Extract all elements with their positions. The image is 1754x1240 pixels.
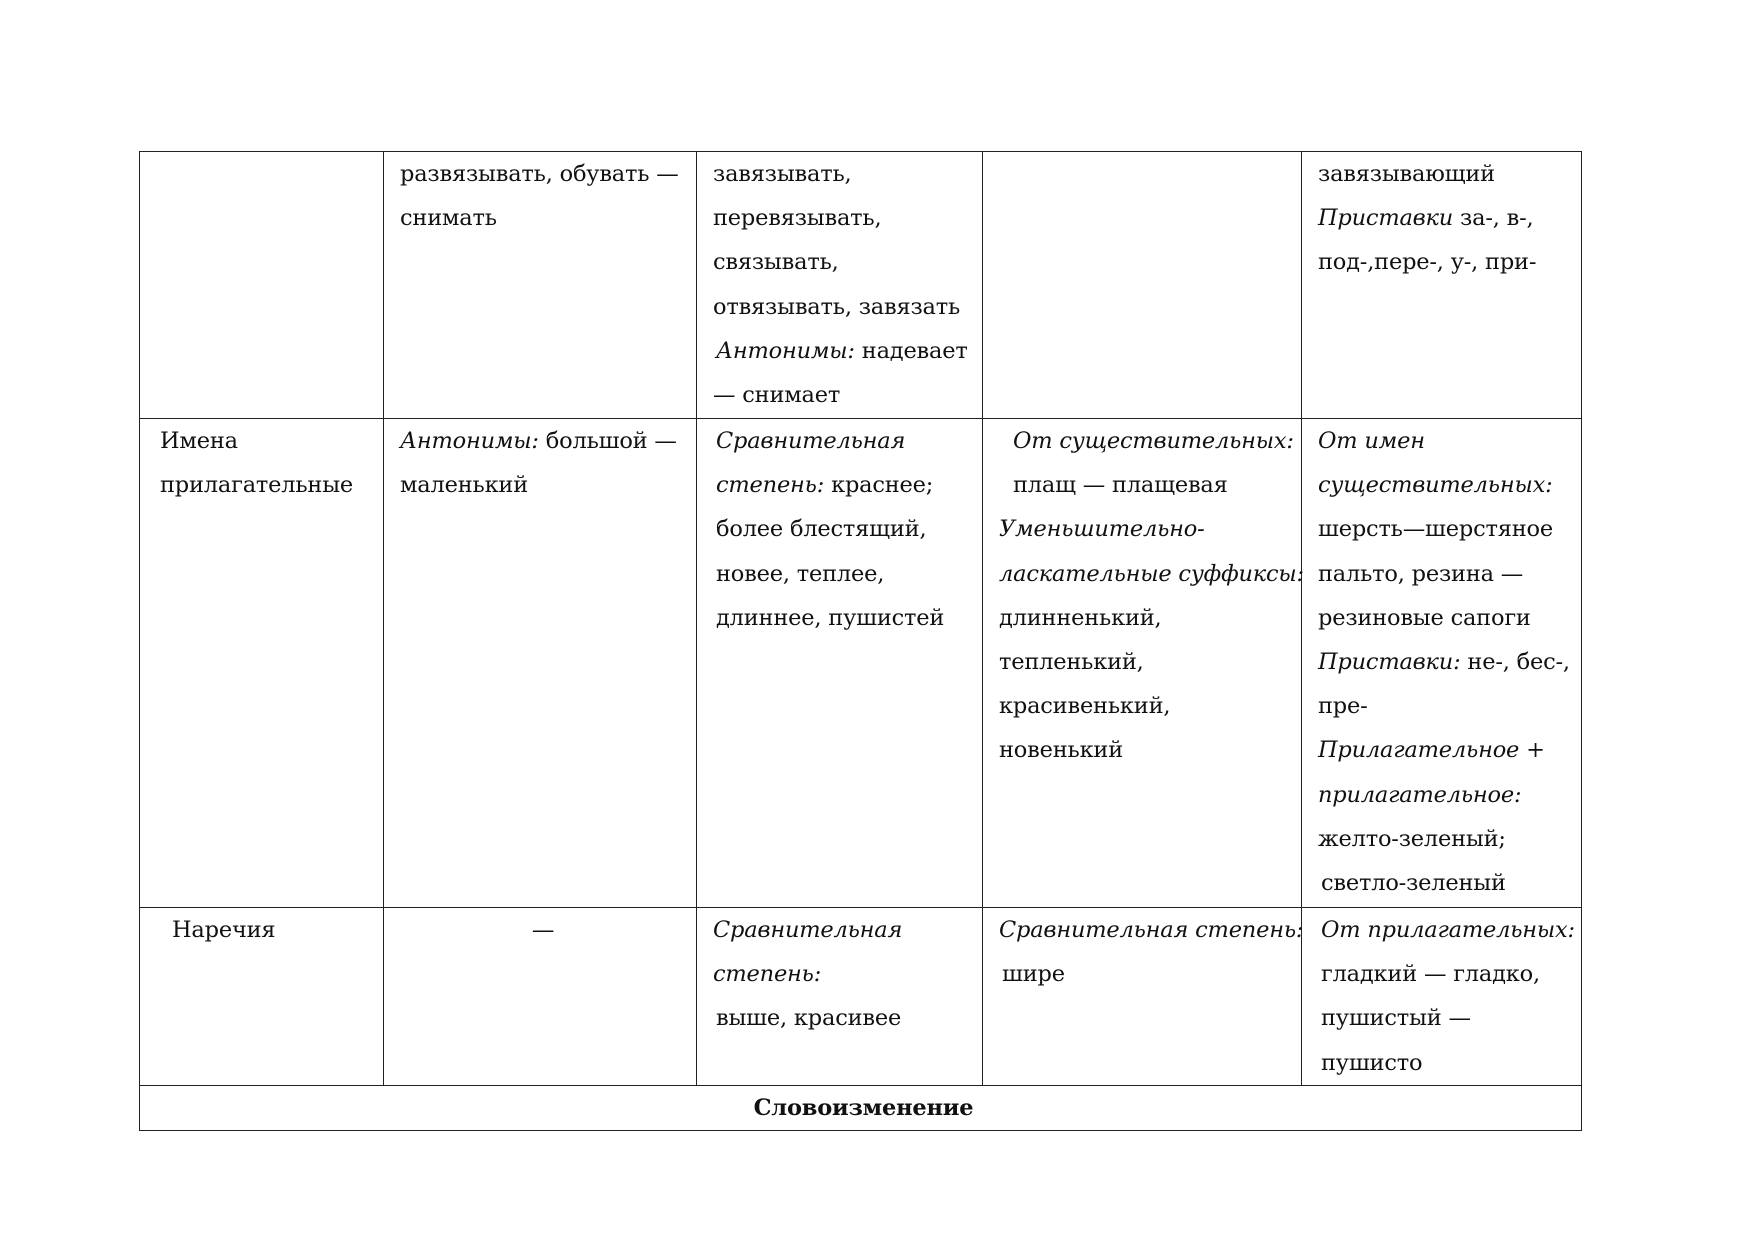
table-cell-suffixes — [983, 152, 1302, 419]
table-row — [140, 419, 1582, 908]
section-header-row — [140, 1086, 1582, 1131]
table-row — [140, 908, 1582, 1086]
table-cell-derivation: От прилагательных: гладкий — гладко, пушистый — пушисто — [1302, 908, 1582, 1086]
table-cell-derivation: завязывающий Приставки за-, в-, под-,пере-, у-, при- — [1302, 152, 1582, 419]
word-formation-table — [139, 151, 1582, 1131]
table-cell-category: Наречия — [140, 908, 384, 1086]
table-cell-grammatical: Сравнительная степень: выше, красивее — [697, 908, 983, 1086]
table-cell-suffixes: Сравнительная степень: шире — [983, 908, 1302, 1086]
table-cell-suffixes: От существительных: плащ — плащевая Уменьшительно- ласкательные суффиксы: длинненький, тепленький, красивенький, новенький — [983, 419, 1302, 908]
table-cell-lexical: — — [384, 908, 697, 1086]
table-cell-grammatical: завязывать, перевязывать, связывать, отвязывать, завязать Антонимы: надевает — снимает — [697, 152, 983, 419]
table-cell-lexical: развязывать, обувать — снимать — [384, 152, 697, 419]
table-cell-derivation: От имен существительных: шерсть—шерстяное пальто, резина — резиновые сапоги Приставки: не-, бес-, пре- Прилагательное + прилагательное: желто-зеленый; светло-зеленый — [1302, 419, 1582, 908]
table-cell-lexical: Антонимы: большой — маленький — [384, 419, 697, 908]
table-row — [140, 152, 1582, 419]
section-header-inflection: Словоизменение — [140, 1086, 1582, 1131]
table-cell-grammatical: Сравнительная степень: краснее; более блестящий, новее, теплее, длиннее, пушистей — [697, 419, 983, 908]
table-cell-category — [140, 152, 384, 419]
table-cell-category: Имена прилагательные — [140, 419, 384, 908]
